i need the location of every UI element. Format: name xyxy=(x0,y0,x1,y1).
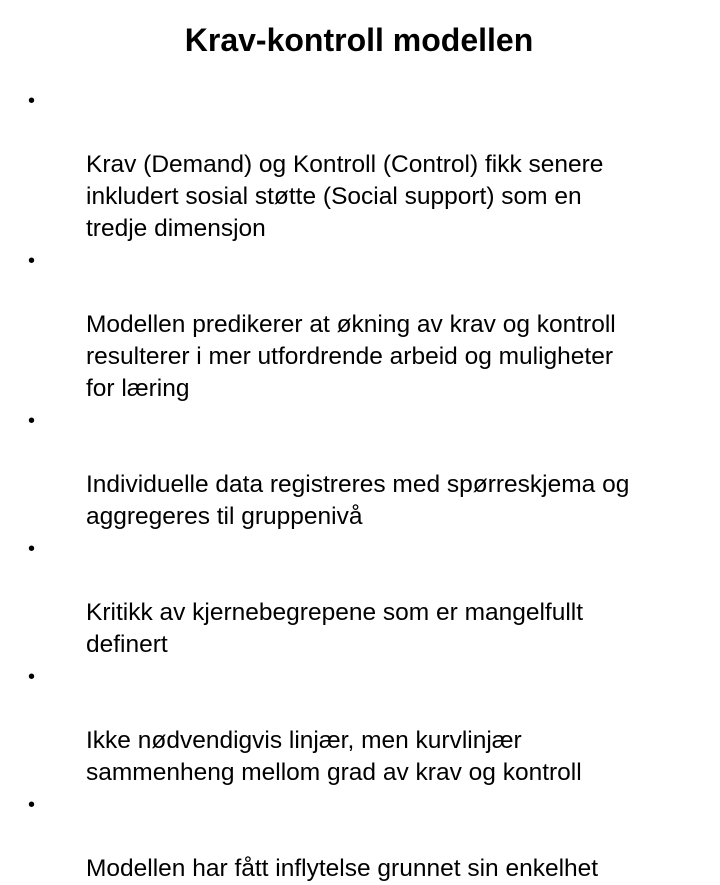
bullet-text: Individuelle data registreres med spørreskjema og aggregeres til gruppenivå xyxy=(86,471,630,530)
bullet-list xyxy=(28,85,718,885)
bullet-text: Modellen har fått inflytelse grunnet sin enkelhet xyxy=(86,855,599,882)
bullet-icon: • xyxy=(28,90,36,112)
bullet-icon: • xyxy=(28,410,36,432)
bullet-item xyxy=(28,245,718,405)
bullet-text: Kritikk av kjernebegrepene som er mangelfullt definert xyxy=(86,599,584,658)
bullet-item xyxy=(28,533,718,661)
bullet-icon: • xyxy=(28,666,36,688)
bullet-icon: • xyxy=(28,794,36,816)
bullet-icon: • xyxy=(28,538,36,560)
bullet-text: Modellen predikerer at økning av krav og kontroll resulterer i mer utfordrende arbeid og muligheter for læring xyxy=(86,311,616,402)
slide-title: Krav-kontroll modellen xyxy=(184,22,534,58)
bullet-text: Krav (Demand) og Kontroll (Control) fikk senere inkludert sosial støtte (Social support) som en tredje dimensjon xyxy=(86,151,604,242)
bullet-item xyxy=(28,789,718,885)
bullet-item xyxy=(28,405,718,533)
bullet-text: Ikke nødvendigvis linjær, men kurvlinjær sammenheng mellom grad av krav og kontroll xyxy=(86,727,582,786)
bullet-item xyxy=(28,661,718,789)
bullet-item xyxy=(28,85,718,245)
bullet-icon: • xyxy=(28,250,36,272)
